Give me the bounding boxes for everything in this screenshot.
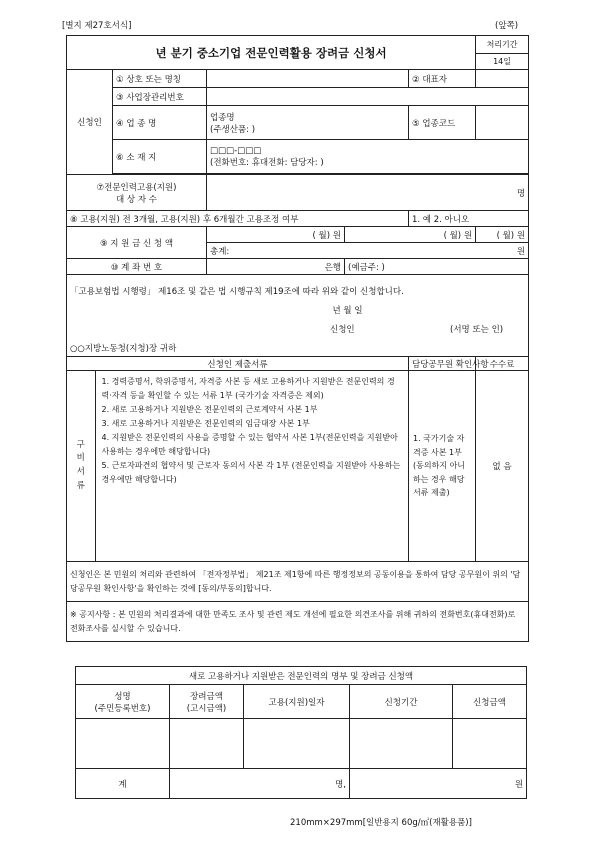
bank-label: 은행: [324, 262, 341, 273]
targets-unit: 명: [516, 188, 526, 199]
business-type-field[interactable]: [207, 106, 409, 140]
entry-date-field[interactable]: [244, 719, 350, 769]
addressee: ○○지방노동청(지청)장 귀하: [70, 344, 177, 354]
doc-item-3: 3. 새로 고용하거나 지원받은 전문인력의 임금대장 사본 1부: [101, 419, 310, 428]
entry-request-field[interactable]: [453, 719, 527, 769]
application-form-table: [66, 35, 529, 642]
postal-code-boxes: □□□-□□□: [210, 145, 262, 156]
targets-label-line2: 대 상 자 수: [116, 194, 157, 205]
total-people-field[interactable]: [170, 769, 350, 799]
docs-header-fee: 수수료: [476, 357, 529, 371]
doc-item-2: 2. 새로 고용하거나 지원받은 전문인력의 근로계약서 사본 1부: [101, 405, 318, 414]
adjustment-options[interactable]: 1. 예 2. 아니오: [409, 211, 529, 227]
targets-label-line1: ⑦전문인력고용(지원): [96, 182, 177, 193]
amount-month-3[interactable]: ( 월) 원: [476, 227, 529, 243]
total-amount-field[interactable]: [350, 769, 527, 799]
col-resident-no: (주민등록번호): [94, 703, 151, 714]
business-number-field[interactable]: [207, 88, 529, 106]
col-name: 성명: [114, 691, 131, 702]
account-label: ⑩ 계 좌 번 호: [67, 259, 207, 275]
business-type-line2: (주생산품: ): [210, 124, 256, 135]
amount-month-1[interactable]: ( 월) 원: [207, 227, 345, 243]
business-number-label: ③ 사업장관리번호: [113, 88, 207, 106]
signature-field[interactable]: (서명 또는 인): [450, 325, 504, 335]
entry-period-field[interactable]: [350, 719, 453, 769]
business-code-field[interactable]: [476, 106, 529, 140]
form-title: 년 분기 중소기업 전문인력활용 장려금 신청서: [67, 36, 476, 70]
amount-total-label: 총계:: [210, 246, 230, 257]
subsidy-amount-label: ⑨ 지 원 금 신 청 액: [67, 227, 207, 259]
address-label: ⑥ 소 재 지: [113, 140, 207, 174]
business-code-label: ⑤ 업종코드: [409, 106, 476, 140]
doc-item-1: 1. 경력증명서, 학위증명서, 자격증 사본 등 새로 고용하거나 지원받은 전문인력의 경력·자격 등을 확인할 수 있는 서류 1부 (국가기술 자격증은 제외): [101, 377, 395, 400]
notice-text: ※ 공지사항 : 본 민원의 처리결과에 대한 만족도 조사 및 관련 제도 개선에 필요한 의견조사를 위해 귀하의 전화번호(휴대전화)로 전화조사를 실시할 수 있습니다.: [67, 602, 529, 642]
official-check-item: 1. 국가기술 자격증 사본 1부 (동의하지 아니하는 경우 해당서류 제출): [409, 371, 476, 562]
consent-text[interactable]: 신청인은 본 민원의 처리와 관련하여 「전자정부법」 제21조 제1항에 따른 행정정보의 공동이용을 통하여 담당 공무원이 위의 '담당공무원 확인사항'을 확인하는 것에 [동의/부동의]합니다.: [67, 562, 529, 602]
docs-header-official: 담당공무원 확인사항: [409, 357, 476, 371]
form-number: [별지 제27호서식]: [62, 21, 132, 31]
doc-item-4: 4. 지원받은 전문인력의 사용을 증명할 수 있는 협약서 사본 1부(전문인력을 지원받아 사용하는 경우에만 해당합니다): [101, 433, 398, 456]
company-name-label: ① 상호 또는 명칭: [113, 70, 207, 88]
entry-amount-field[interactable]: [170, 719, 244, 769]
list-title: 새로 고용하거나 지원받은 전문인력의 명부 및 장려금 신청액: [76, 667, 527, 685]
targets-count-field[interactable]: [207, 175, 529, 211]
company-name-field[interactable]: [207, 70, 409, 88]
paper-spec-footer: 210mm×297mm[일반용지 60g/㎡(재활용품)]: [290, 818, 472, 828]
representative-field[interactable]: [476, 70, 529, 88]
processing-period-value: 14일: [476, 54, 529, 70]
business-type-line1: 업종명: [210, 112, 235, 123]
col-request-amount: 신청금액: [453, 685, 527, 719]
col-notified-amount: (고시금액): [186, 703, 227, 714]
col-hire-date: 고용(지원)일자: [244, 685, 350, 719]
declaration-text: 「고용보험법 시행령」 제16조 및 같은 법 시행규칙 제19조에 따라 위와 같이 신청합니다.: [70, 287, 404, 297]
amount-month-2[interactable]: ( 월) 원: [345, 227, 476, 243]
doc-item-5: 5. 근로자파견의 협약서 및 근로자 동의서 사본 각 1부 (전문인력을 지원받아 사용하는 경우에만 해당합니다): [101, 461, 401, 484]
amount-total-field[interactable]: [207, 243, 529, 259]
contact-line: (전화번호: 휴대전화: 담당자: ): [210, 157, 324, 168]
processing-period-label: 처리기간: [476, 36, 529, 54]
declaration-applicant: 신청인: [330, 325, 355, 335]
applicant-group-label: 신청인: [67, 70, 113, 175]
people-unit: 명,: [335, 779, 346, 790]
declaration-date: 년 월 일: [332, 306, 363, 316]
declaration-block: [67, 275, 529, 357]
docs-header-applicant: 신청인 제출서류: [67, 357, 409, 371]
total-label: 계: [76, 769, 170, 799]
amount-total-unit: 원: [516, 246, 526, 257]
page-side-label: (앞쪽): [495, 21, 519, 31]
entry-name-field[interactable]: [76, 719, 170, 769]
docs-side-label: 구비서류: [67, 371, 95, 561]
adjustment-label: ⑧ 고용(지원) 전 3개월, 고용(지원) 후 6개월간 고용조정 여부: [67, 211, 409, 227]
col-amount: 장려금액: [190, 691, 223, 702]
address-field[interactable]: [207, 140, 529, 174]
representative-label: ② 대표자: [409, 70, 476, 88]
col-period: 신청기간: [350, 685, 453, 719]
fee-value: 없 음: [476, 371, 529, 562]
personnel-list-table: [75, 666, 527, 799]
won-unit: 원: [514, 779, 524, 790]
business-type-label: ④ 업 종 명: [113, 106, 207, 140]
bank-field[interactable]: [207, 259, 345, 275]
account-holder-field[interactable]: (예금주: ): [345, 259, 529, 275]
